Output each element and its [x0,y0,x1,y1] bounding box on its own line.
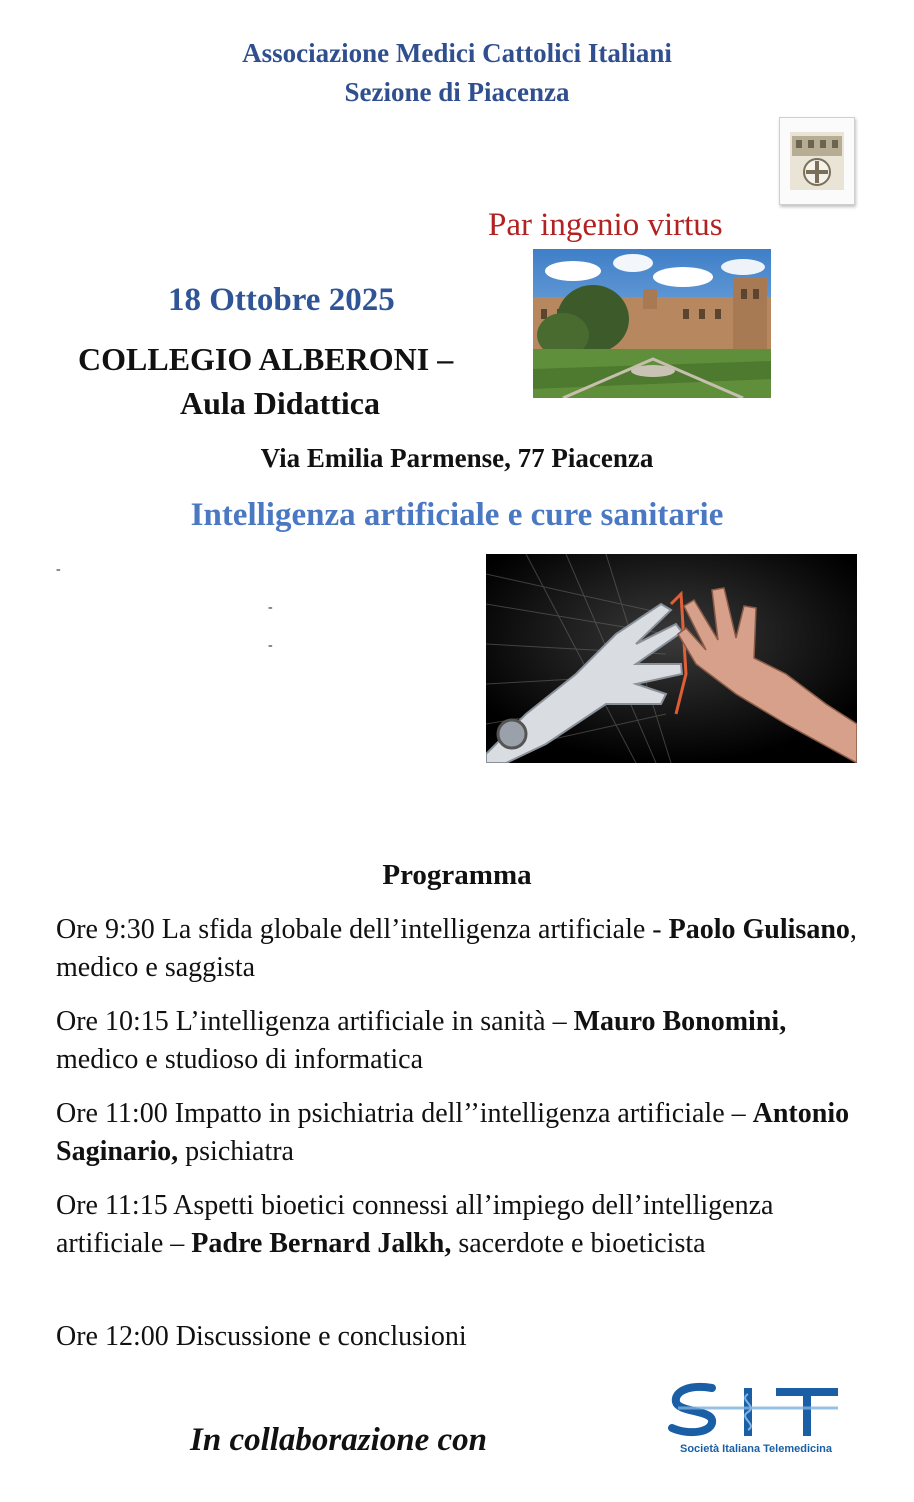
speaker-name: Padre Bernard Jalkh, [191,1228,452,1259]
venue-name: COLLEGIO ALBERONI – [78,341,454,377]
bullet-dash: - [56,562,61,577]
program-item: Ore 9:30 La sfida globale dell’intelligenza artificiale - Paolo Gulisano, medico e saggista [56,914,857,983]
org-section: Sezione di Piacenza [344,77,570,107]
speaker-name: Antonio Saginario, [56,1098,850,1167]
speaker-name: Paolo Gulisano [668,914,850,945]
ai-hands-image [486,554,857,763]
org-name: Associazione Medici Cattolici Italiani [242,38,672,68]
program-item: Ore 11:00 Impatto in psichiatria dell’’intelligenza artificiale – Antonio Saginario, psichiatra [56,1098,850,1167]
program-item: Ore 12:00 Discussione e conclusioni [56,1321,467,1352]
program-item: Ore 10:15 L’intelligenza artificiale in sanità – Mauro Bonomini, medico e studioso di informatica [56,1006,787,1075]
partner-name: Società Italiana Telemedicina [679,1443,833,1455]
college-photo [533,249,771,398]
bullet-dash: - [268,638,273,653]
program-item: Ore 11:15 Aspetti bioetici connessi all’impiego dell’intelligenza artificiale – Padre Bernard Jalkh, sacerdote e bioeticista [56,1190,774,1259]
venue-room: Aula Didattica [180,385,380,421]
event-topic: Intelligenza artificiale e cure sanitarie [190,497,724,533]
bullet-dash: - [268,600,273,615]
event-date: 18 Ottobre 2025 [168,282,395,318]
speaker-name: Mauro Bonomini, [573,1006,787,1037]
motto: Par ingenio virtus [488,207,723,243]
program-title: Programma [382,859,532,891]
collaboration-label: In collaborazione con [190,1422,488,1458]
venue-address: Via Emilia Parmense, 77 Piacenza [260,443,654,473]
crest-image [779,117,855,205]
